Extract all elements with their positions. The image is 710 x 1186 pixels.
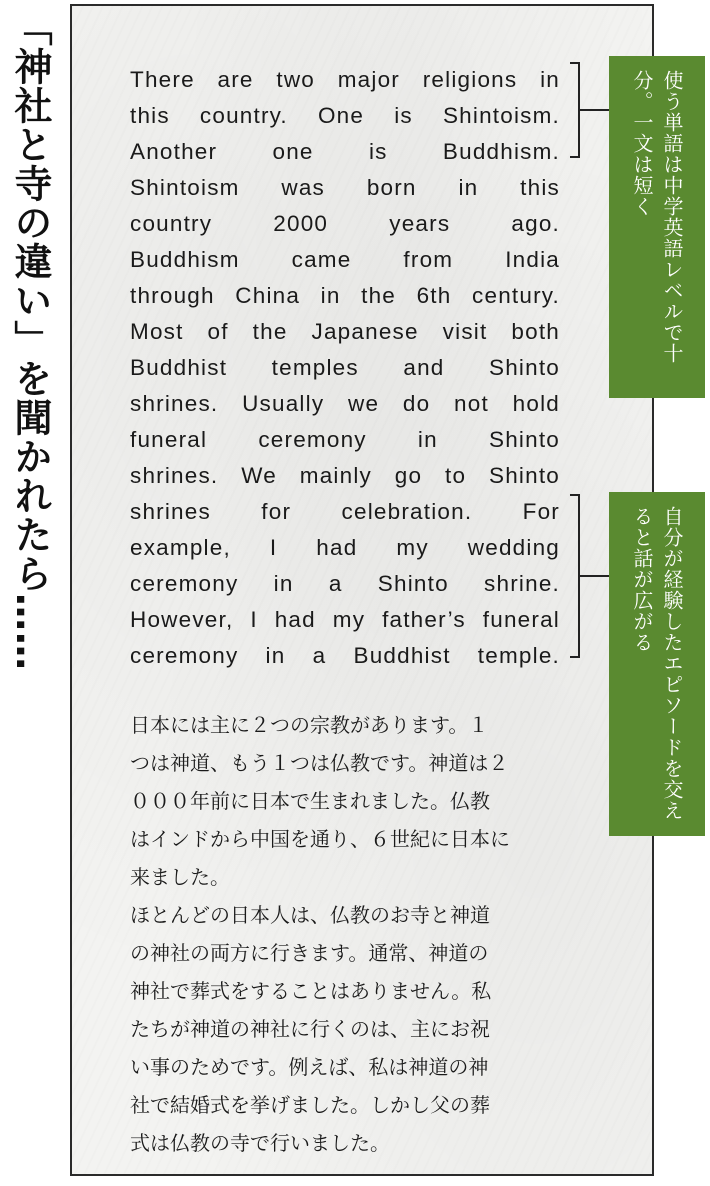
japanese-translation <box>130 706 560 1162</box>
english-line: shrines. Usually we do not hold <box>130 391 560 416</box>
english-passage <box>130 62 560 674</box>
bracket-connector <box>580 109 610 111</box>
english-line: shrines for celebration. For <box>130 499 560 524</box>
japanese-line: の神社の両方に行きます。通常、神道の <box>130 941 489 965</box>
japanese-line: ほとんどの日本人は、仏教のお寺と神道 <box>130 903 490 927</box>
english-line: this country. One is Shintoism. <box>130 103 560 128</box>
bracket-episode-lines <box>570 494 580 658</box>
japanese-line: 社で結婚式を挙げました。しかし父の葬 <box>130 1093 490 1117</box>
english-line: example, I had my wedding <box>130 535 560 560</box>
note-vocabulary: 使う単語は中学英語レベルで十分。一文は短く <box>609 56 705 398</box>
japanese-line: い事のためです。例えば、私は神道の神 <box>130 1055 489 1079</box>
english-line: Buddhism came from India <box>130 247 560 272</box>
english-line: However, I had my father’s funeral <box>130 607 560 632</box>
text-panel <box>70 4 654 1176</box>
bracket-first-lines <box>570 62 580 158</box>
japanese-line: はインドから中国を通り、６世紀に日本に <box>130 827 510 851</box>
english-line: Another one is Buddhism. <box>130 139 560 164</box>
english-line: funeral ceremony in Shinto <box>130 427 560 452</box>
english-line: country 2000 years ago. <box>130 211 560 236</box>
english-line: Shintoism was born in this <box>130 175 560 200</box>
english-line: There are two major religions in <box>130 67 560 92</box>
page-heading: 「神社と寺の違い」を聞かれたら…… <box>8 8 52 671</box>
english-line: ceremony in a Buddhist temple. <box>130 643 560 668</box>
english-line: ceremony in a Shinto shrine. <box>130 571 560 596</box>
japanese-line: つは神道、もう１つは仏教です。神道は２ <box>130 751 509 775</box>
japanese-line: 神社で葬式をすることはありません。私 <box>130 979 492 1003</box>
japanese-line: 日本には主に２つの宗教があります。１ <box>130 713 489 737</box>
english-line: through China in the 6th century. <box>130 283 560 308</box>
bracket-connector <box>580 575 610 577</box>
english-line: Most of the Japanese visit both <box>130 319 560 344</box>
english-line: Buddhist temples and Shinto <box>130 355 560 380</box>
japanese-line: たちが神道の神社に行くのは、主にお祝 <box>130 1017 490 1041</box>
japanese-line: ０００年前に日本で生まれました。仏教 <box>130 789 490 813</box>
japanese-line: 式は仏教の寺で行いました。 <box>130 1131 390 1155</box>
english-line: shrines. We mainly go to Shinto <box>130 463 560 488</box>
note-episode: 自分が経験したエピソードを交えると話が広がる <box>609 492 705 836</box>
japanese-line: 来ました。 <box>130 865 230 889</box>
